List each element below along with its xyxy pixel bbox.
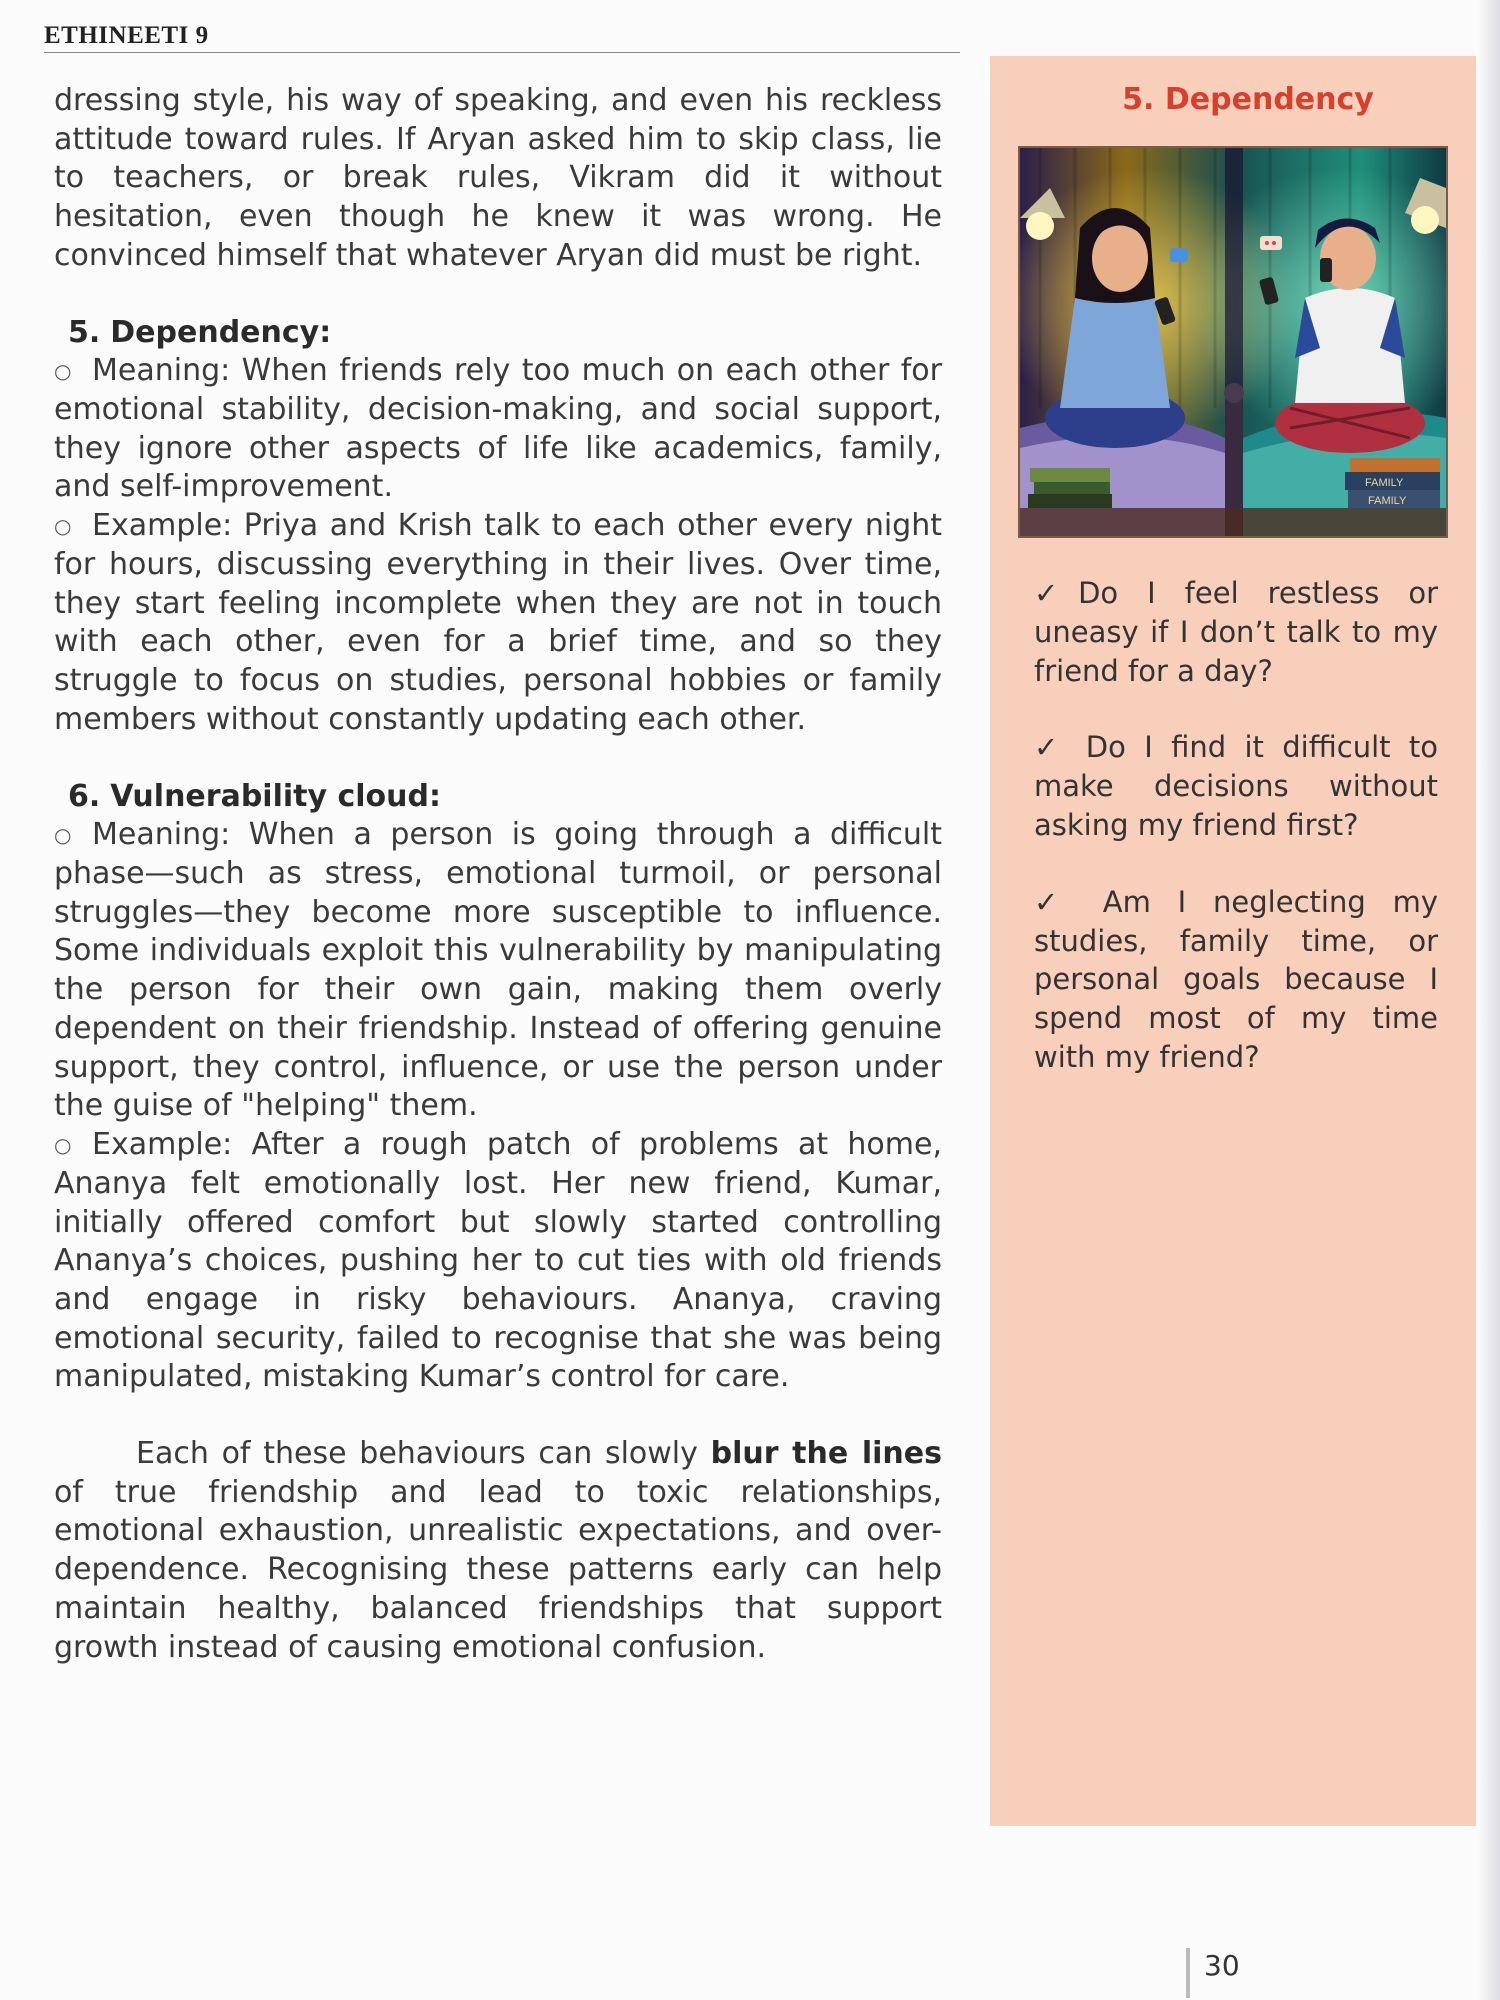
vulnerability-example-text: Example: After a rough patch of problems at home, Ananya felt emotionally lost. Her new friend, Kumar, initially offered comfort but slowly started controlling Ananya’s choices, pushing her to cut ties with old friends and engage in risky behaviours. Ananya, craving emotional security, failed to recognise that she was being manipulated, mistaking Kumar’s control for care.: [54, 1127, 942, 1395]
intro-paragraph: dressing style, his way of speaking, and even his reckless attitude toward rules. If Aryan asked him to skip class, lie to teachers, or break rules, Vikram did it without hesitation, even though he knew it was wrong. He convinced himself that whatever Aryan did must be right.: [54, 83, 942, 273]
vulnerability-example: [54, 1126, 942, 1397]
dependency-meaning: [54, 352, 942, 507]
page-number: 30: [1186, 1948, 1240, 1998]
reflection-questions: [1034, 574, 1438, 1115]
book-label: FAMILY: [1368, 495, 1407, 507]
section-title: Vulnerability cloud:: [110, 778, 441, 814]
vulnerability-meaning-text: Meaning: When a person is going through a difficult phase—such as stress, emotional turmoil, or personal struggles—they become more susceptible to influence. Some individuals exploit this vulnerability by manipulating the person for their own gain, making them overly dependent on their friendship. Instead of offering genuine support, they control, influence, or use the person under the guise of "helping" them.: [54, 817, 942, 1124]
section-number: 5.: [68, 314, 101, 350]
sidebar-title-text: Dependency: [1164, 82, 1374, 117]
bullet-circle: ○: [54, 823, 72, 848]
main-column: [54, 82, 942, 1667]
closing-text-end: of true friendship and lead to toxic relationships, emotional exhaustion, unrealistic expectations, and over-dependence. Recognising these patterns early can help maintain healthy, balanced friendships that support growth instead of causing emotional confusion.: [54, 1474, 942, 1665]
closing-emphasis: blur the lines: [710, 1436, 942, 1472]
bullet-circle: ○: [54, 359, 72, 384]
section-title: Dependency:: [110, 314, 332, 350]
page-edge-shadow: [1478, 0, 1500, 2000]
section-heading-vulnerability: [68, 778, 942, 817]
question-item: ✓ Am I neglecting my studies, family time, or personal goals because I spend most of my time with my friend?: [1034, 884, 1438, 1074]
sidebar-title-number: 5.: [1122, 82, 1155, 117]
dependency-example: [54, 507, 942, 739]
closing-paragraph: [54, 1435, 942, 1667]
bullet-circle: ○: [54, 514, 72, 539]
section-number: 6.: [68, 778, 101, 814]
sidebar-title: [990, 82, 1476, 117]
question-item: ✓Do I feel restless or uneasy if I don’t talk to my friend for a day?: [1034, 576, 1438, 688]
sidebar-box: [990, 56, 1476, 1826]
illustration-friends-on-phones: [1018, 146, 1448, 538]
book-title: ETHINEETI 9: [44, 22, 209, 49]
closing-text-start: Each of these behaviours can slowly: [136, 1436, 698, 1472]
dependency-example-text: Example: Priya and Krish talk to each other every night for hours, discussing everything in their lives. Over time, they start feeling incomplete when they are not in touch with each other, even for a brief time, and so they struggle to focus on studies, personal hobbies or family members without constantly updating each other.: [54, 508, 942, 737]
book-label: FAMILY: [1365, 477, 1404, 489]
dependency-meaning-text: Meaning: When friends rely too much on each other for emotional stability, decision-making, and social support, they ignore other aspects of life like academics, family, and self-improvement.: [54, 353, 942, 505]
running-header: [44, 22, 960, 53]
vulnerability-meaning: [54, 816, 942, 1126]
section-heading-dependency: [68, 314, 942, 353]
illustration-svg: [1020, 148, 1446, 536]
question-item: ✓ Do I find it difficult to make decisions without asking my friend first?: [1034, 730, 1438, 842]
bullet-circle: ○: [54, 1133, 72, 1158]
